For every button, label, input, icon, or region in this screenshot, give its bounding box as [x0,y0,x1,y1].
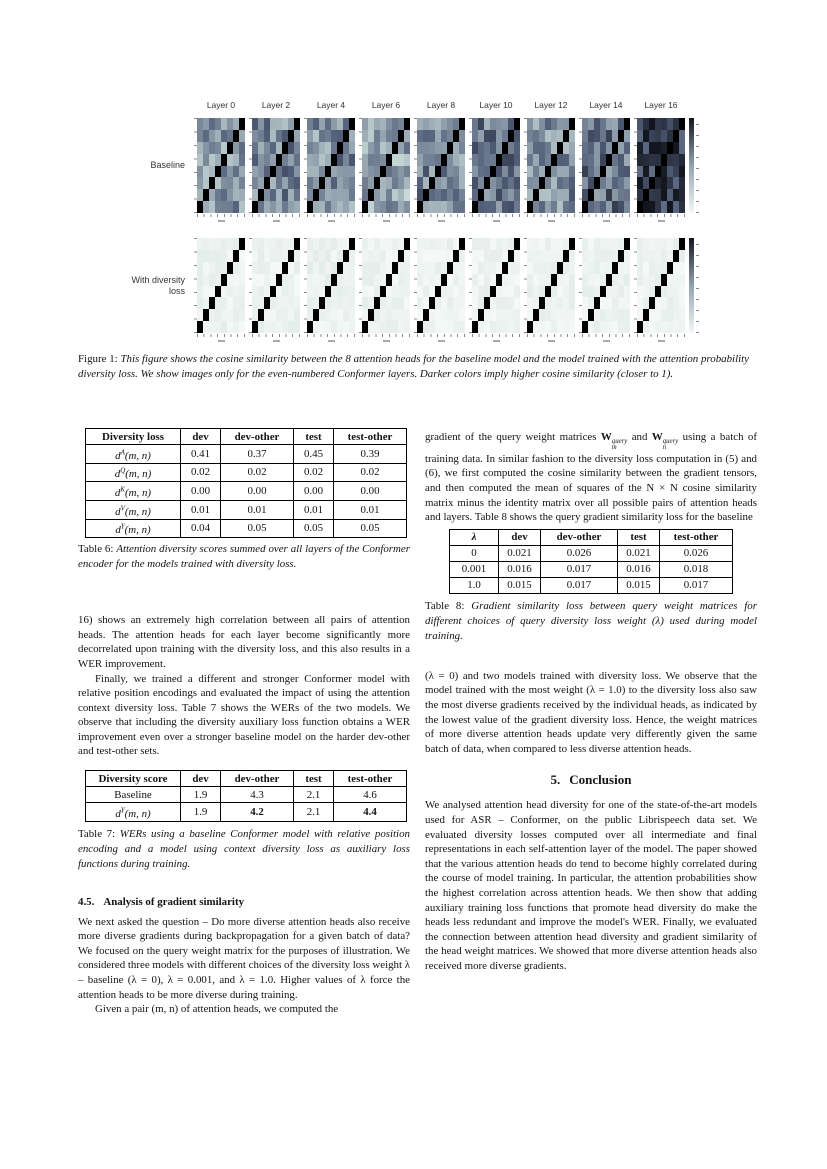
heatmap-y-axis-ticks [524,238,527,333]
heatmap-x-axis-ticks [307,214,355,217]
heatmap-baseline-layer-4 [307,118,355,213]
heatmap-y-axis-ticks [524,118,527,213]
heatmap-x-axis-ticks [362,214,410,217]
heatmap-y-axis-ticks [304,238,307,333]
table-row [86,500,407,519]
figure-colorbar [689,238,694,333]
table-header-cell: test [294,771,334,787]
heatmap-y-axis-ticks [469,118,472,213]
matrix-subscript: m [611,444,617,452]
table-cell: 0.01 [294,500,334,519]
heatmap-y-axis-ticks [194,118,197,213]
heatmap-x-axis-ticks [472,214,520,217]
table-cell: 0.017 [541,561,618,577]
colorbar-ticks [696,118,699,213]
section-number: 5. [550,772,561,788]
table-cell: 4.3 [221,787,294,803]
figure-1-caption [78,352,749,382]
heatmap-baseline-layer-16 [637,118,685,213]
heatmap-diversity-layer-16 [637,238,685,333]
heatmap-x-axis-label [328,220,335,222]
table-cell: 2.1 [294,803,334,822]
heatmap-x-axis-label [493,220,500,222]
table-header-cell: Diversity loss [86,429,181,445]
heatmap-y-axis-ticks [304,118,307,213]
section-4-5-heading [78,896,410,908]
table-6-caption-prefix: Table 6: [78,543,114,556]
heatmap-y-axis-ticks [414,238,417,333]
heatmap-x-axis-label [603,220,610,222]
table-cell: $d^K(m$, n) [86,482,181,501]
table-cell: 0.01 [181,500,221,519]
text-segment: using a batch of training data. In similar fashion to the diversity loss computation in (5) and (6), we first computed the cosine similarity between the gradient tensors, and then computed the mean of squares of the N × N cosine similarity matrix minus the identity matrix over all possible pairs of attention heads and layers. Table 8 shows the query gradient similarity loss for the baseline [425,431,758,524]
paragraph-gradient-question: We next asked the question – Do more diverse attention heads also receive more diverse gradients during backpropagation for a given batch of data? We focused on the query weight matrix for the purposes of illustration. We considered three models with different choices of the diversity loss weight λ – baseline (λ = 0), λ = 0.001, and λ = 1.0. Higher values of λ force the attention heads to be more diverse during training. [78,915,411,1001]
heatmap-x-axis-ticks [252,214,300,217]
section-number: 4.5. [78,895,95,908]
table-cell: 0.00 [334,482,407,501]
heatmap-x-axis-label [548,220,555,222]
table-7-caption-text: WERs using a baseline Conformer model with relative position encoding and a model using context diversity loss as auxiliary loss functions during training. [78,827,410,870]
heatmap-baseline-layer-12 [527,118,575,213]
table-cell: 0.39 [334,445,407,464]
table-cell: 0.05 [334,519,407,538]
table-cell: $d^Q(m$, n) [86,463,181,482]
table-cell: 0.45 [294,445,334,464]
table-7-caption [78,827,410,872]
heatmap-y-axis-ticks [194,238,197,333]
heatmap-x-axis-label [273,340,280,342]
table-cell: 0.017 [660,577,733,593]
heatmap-x-axis-ticks [527,214,575,217]
table-cell: $d^A(m$, n) [86,445,181,464]
paragraph-lambda-observation: (λ = 0) and two models trained with diversity loss. We observe that the model trained with the most weight (λ = 1.0) to the diversity loss also saw the most diverse gradients received by the individual heads, as indicated by the lowest value of the gradient diversity loss. Hence, the weight matrices of more diverse attention heads update very differently given the same batch of data, when compared to less diverse attention heads. [425,669,757,755]
table-row [86,519,407,538]
table-8-caption-text: Gradient similarity loss between query weight matrices for different choices of query diversity loss weight (λ) used during model training. [425,599,757,642]
table-header-cell: dev-other [221,771,294,787]
table-cell: 0.02 [181,463,221,482]
paragraph-correlation: 16) shows an extremely high correlation between all pairs of attention heads. The attention heads for each layer become significantly more decorrelated upon training with the diversity loss, and this also results in a WER improvement. [78,614,410,670]
table-cell: 0.37 [221,445,294,464]
table-header-cell: λ [450,529,499,545]
table-header-cell: Diversity score [86,771,181,787]
table-header-cell: dev [181,771,221,787]
table-cell: 0.016 [499,561,541,577]
figure-layer-label: Layer 12 [534,100,568,110]
heatmap-x-axis-label [383,340,390,342]
table-cell: 0.02 [221,463,294,482]
table-cell: 0 [450,545,499,561]
table-cell: 0.01 [334,500,407,519]
heatmap-x-axis-ticks [637,334,685,337]
heatmap-x-axis-label [438,340,445,342]
table-cell: Baseline [86,787,181,803]
heatmap-x-axis-label [548,340,555,342]
heatmap-y-axis-ticks [249,238,252,333]
table-row [86,482,407,501]
figure-layer-label: Layer 8 [426,100,456,110]
figure-layer-label: Layer 2 [261,100,291,110]
table-cell: 1.9 [181,803,221,822]
table-cell: 0.00 [221,482,294,501]
table-row [450,561,733,577]
figure-colorbar [689,118,694,213]
figure-row-label: Baseline [150,160,185,170]
table-cell: $d^V(m$, n) [86,500,181,519]
table-row [86,463,407,482]
heatmap-x-axis-label [658,340,665,342]
figure-layer-label: Layer 10 [479,100,513,110]
table-row [450,577,733,593]
paragraph-given-pair: Given a pair (m, n) of attention heads, we computed the [95,1003,339,1016]
figure-layer-label: Layer 14 [589,100,623,110]
heatmap-y-axis-ticks [634,238,637,333]
table-cell: $d^Y(m$, n) [86,803,181,822]
heatmap-x-axis-label [218,220,225,222]
table-cell: 0.05 [221,519,294,538]
table-cell: 0.017 [541,577,618,593]
text-segment: and [627,431,652,443]
table-header-cell: dev [499,529,541,545]
heatmap-diversity-layer-14 [582,238,630,333]
query-weight-matrix-n [651,431,679,452]
left-column [78,428,410,1017]
table-cell: 0.026 [660,545,733,561]
heatmap-diversity-layer-10 [472,238,520,333]
table-cell: 0.05 [294,519,334,538]
heatmap-baseline-layer-0 [197,118,245,213]
heatmap-x-axis-ticks [527,334,575,337]
heatmap-baseline-layer-2 [252,118,300,213]
section-title: Conclusion [569,772,632,788]
heatmap-x-axis-label [603,340,610,342]
table-cell: 0.04 [181,519,221,538]
heatmap-y-axis-ticks [579,118,582,213]
heatmap-x-axis-ticks [417,214,465,217]
heatmap-y-axis-ticks [249,118,252,213]
paragraph-gradient-computation [425,430,757,525]
table-cell: 0.021 [499,545,541,561]
table-header-cell: test-other [334,429,407,445]
table-6-caption-text: Attention diversity scores summed over all layers of the Conformer encoder for the models trained with diversity loss. [78,543,410,571]
heatmap-baseline-layer-8 [417,118,465,213]
table-cell: 1.0 [450,577,499,593]
table-6-diversity-loss [85,428,407,538]
heatmap-x-axis-ticks [637,214,685,217]
table-7-wers [85,770,407,822]
heatmap-baseline-layer-6 [362,118,410,213]
heatmap-x-axis-label [493,340,500,342]
heatmap-x-axis-ticks [417,334,465,337]
matrix-symbol: W [600,431,612,443]
table-cell: 2.1 [294,787,334,803]
heatmap-x-axis-ticks [472,334,520,337]
heatmap-y-axis-ticks [579,238,582,333]
table-cell: 0.02 [334,463,407,482]
table-8-caption-prefix: Table 8: [425,599,465,612]
heatmap-x-axis-label [273,220,280,222]
table-6-caption [78,542,410,572]
table-cell: 0.015 [618,577,660,593]
table-header-cell: test [294,429,334,445]
table-cell: 0.00 [294,482,334,501]
heatmap-diversity-layer-6 [362,238,410,333]
heatmap-x-axis-label [658,220,665,222]
section-5-heading [425,772,757,788]
table-7-caption-prefix: Table 7: [78,827,116,840]
heatmap-x-axis-ticks [197,214,245,217]
heatmap-x-axis-ticks [197,334,245,337]
table-cell: $d^Y(m$, n) [86,519,181,538]
table-row [86,445,407,464]
heatmap-diversity-layer-12 [527,238,575,333]
figure-layer-label: Layer 6 [371,100,401,110]
table-8-gradient-similarity [449,529,733,594]
matrix-symbol: W [651,431,663,443]
heatmap-diversity-layer-8 [417,238,465,333]
table-cell: 0.00 [181,482,221,501]
figure-layer-label: Layer 4 [316,100,346,110]
table-header-cell: dev-other [221,429,294,445]
matrix-superscript: query [611,438,628,445]
heatmap-x-axis-ticks [582,214,630,217]
heatmap-x-axis-label [328,340,335,342]
figure-row-label: With diversity loss [131,274,185,296]
heatmap-baseline-layer-10 [472,118,520,213]
table-header-cell: dev [181,429,221,445]
section-title: Analysis of gradient similarity [103,895,245,908]
figure-caption-prefix: Figure 1: [78,353,118,365]
table-row [86,803,407,822]
table-cell: 1.9 [181,787,221,803]
heatmap-diversity-layer-2 [252,238,300,333]
figure-layer-label: Layer 16 [644,100,678,110]
text-segment: gradient of the query weight matrices [425,431,601,443]
heatmap-y-axis-ticks [414,118,417,213]
heatmap-x-axis-label [383,220,390,222]
table-cell: 0.018 [660,561,733,577]
table-header-cell: dev-other [541,529,618,545]
heatmap-diversity-layer-0 [197,238,245,333]
heatmap-x-axis-label [438,220,445,222]
table-cell: 4.2 [221,803,294,822]
heatmap-baseline-layer-14 [582,118,630,213]
table-cell: 0.015 [499,577,541,593]
heatmap-x-axis-ticks [582,334,630,337]
paragraph-stronger-model: Finally, we trained a different and stronger Conformer model with relative position encodings and evaluated the impact of using the attention context diversity loss. Table 7 shows the WERs of the two models. We observe that including the diversity auxiliary loss function obtains a WER improvement even over a stronger baseline model on the harder dev-other and test-other sets. [78,672,410,758]
table-cell: 0.026 [541,545,618,561]
heatmap-x-axis-ticks [252,334,300,337]
heatmap-y-axis-ticks [359,238,362,333]
heatmap-y-axis-ticks [359,118,362,213]
right-column [425,430,757,973]
table-header-cell: test [618,529,660,545]
matrix-superscript: query [662,438,679,445]
table-row [450,545,733,561]
table-cell: 0.41 [181,445,221,464]
table-cell: 0.001 [450,561,499,577]
table-8-caption [425,599,757,644]
figure-layer-label: Layer 0 [206,100,236,110]
paragraph-conclusion: We analysed attention head diversity for one of the state-of-the-art models used for ASR – Conformer, on the public Librispeech data set. We evaluated diversity losses computed over all intermediate and final representations in each self-attention layer of the model. The paper showed that the various attention heads do tend to become highly correlated during the course of model training. In particular, the attention probabilities show the highest correlation across attention heads. We then show that adding auxiliary training loss functions that promote head diversity do make the heads less redundant and improve the model's WER. Finally, we evaluated the connection between attention head diversity and gradient similarity of the head weight matrices. We showed that more diverse attention heads also received more diverse gradients. [425,799,757,972]
heatmap-x-axis-ticks [307,334,355,337]
table-cell: 0.02 [294,463,334,482]
table-header-cell: test-other [660,529,733,545]
matrix-subscript: n [662,444,667,452]
table-cell: 0.021 [618,545,660,561]
table-cell: 0.01 [221,500,294,519]
heatmap-diversity-layer-4 [307,238,355,333]
table-header-cell: test-other [334,771,407,787]
table-cell: 0.016 [618,561,660,577]
colorbar-ticks [696,238,699,333]
heatmap-y-axis-ticks [634,118,637,213]
table-row [86,787,407,803]
heatmap-x-axis-label [218,340,225,342]
heatmap-x-axis-ticks [362,334,410,337]
table-cell: 4.4 [334,803,407,822]
table-cell: 4.6 [334,787,407,803]
query-weight-matrix-m [600,431,628,452]
heatmap-y-axis-ticks [469,238,472,333]
figure-caption-text: This figure shows the cosine similarity between the 8 attention heads for the baseline model and the model trained with the attention probability diversity loss. We show images only for the even-numbered Conformer layers. Darker colors imply higher cosine similarity (closer to 1). [78,353,749,380]
